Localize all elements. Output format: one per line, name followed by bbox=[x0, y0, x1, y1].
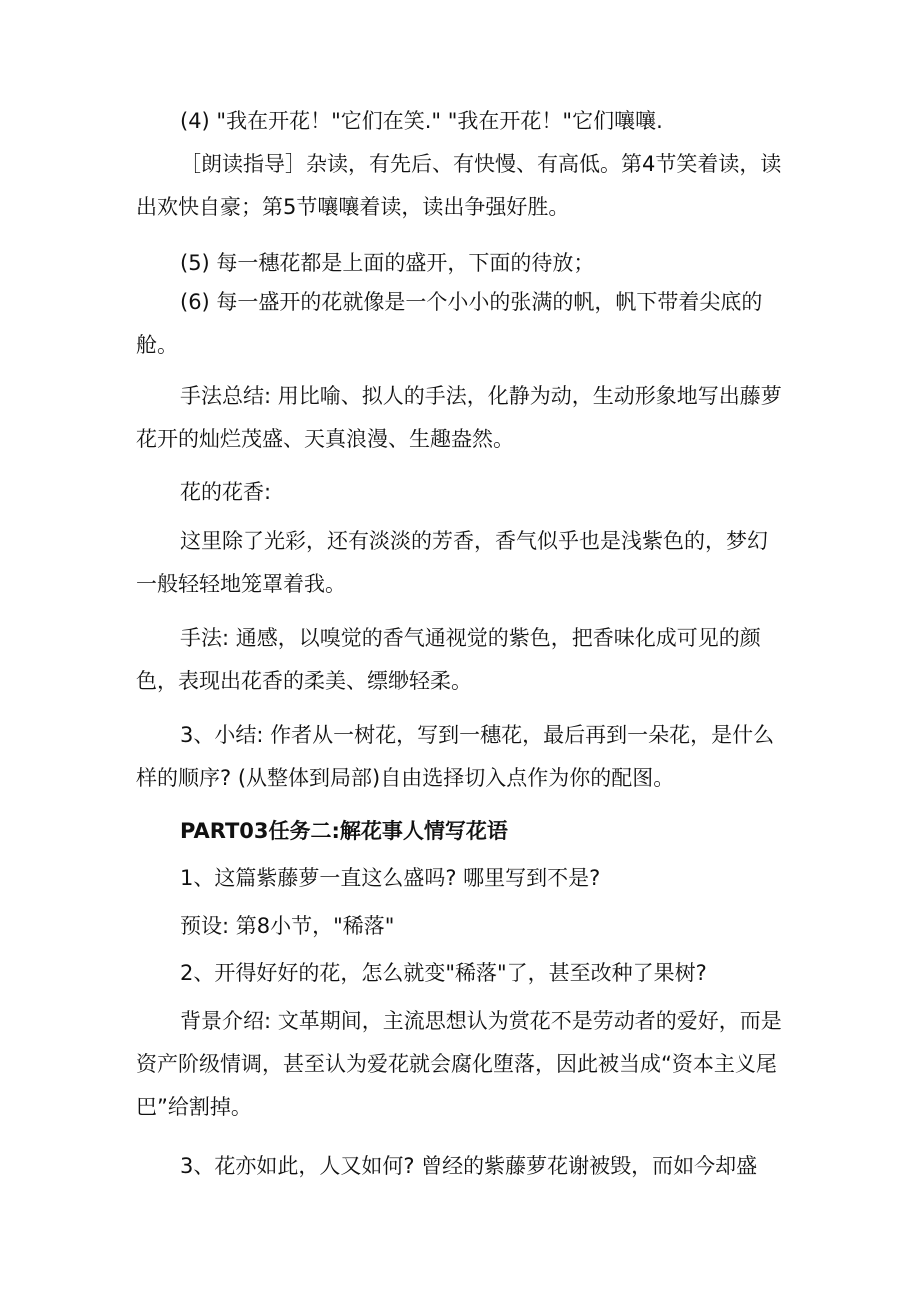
paragraph-13: 2、开得好好的花，怎么就变"稀落"了，甚至改种了果树? bbox=[180, 961, 707, 985]
paragraph-5: 手法总结: 用比喻、拟人的手法，化静为动，生动形象地写出藤萝花开的灿烂茂盛、天真浪漫、生趣盎然。 bbox=[136, 384, 782, 451]
paragraph-8: 手法: 通感，以嗅觉的香气通视觉的紫色，把香味化成可见的颜色，表现出花香的柔美、缥缈轻柔。 bbox=[136, 626, 761, 693]
paragraph-3: (5) 每一穗花都是上面的盛开，下面的待放； bbox=[180, 251, 595, 275]
paragraph-7: 这里除了光彩，还有淡淡的芳香，香气似乎也是浅紫色的，梦幻一般轻轻地笼罩着我。 bbox=[136, 529, 768, 596]
paragraph-9: 3、小结: 作者从一树花，写到一穗花，最后再到一朵花，是什么样的顺序? (从整体到局部)自由选择切入点作为你的配图。 bbox=[136, 723, 775, 790]
paragraph-12: 预设: 第8小节，"稀落" bbox=[180, 914, 395, 938]
paragraph-2: ［朗读指导］杂读，有先后、有快慢、有高低。第4节笑着读，读出欢快自豪；第5节嚷嚷着读，读出争强好胜。 bbox=[136, 152, 782, 219]
paragraph-4: (6) 每一盛开的花就像是一个小小的张满的帆，帆下带着尖底的舱。 bbox=[136, 290, 763, 357]
section-heading: PART03任务二:解花事人情写花语 bbox=[180, 819, 508, 843]
paragraph-14: 背景介绍: 文革期间，主流思想认为赏花不是劳动者的爱好，而是资产阶级情调，甚至认为爱花就会腐化堕落，因此被当成“资本主义尾巴”给割掉。 bbox=[136, 1009, 782, 1119]
paragraph-1: (4) "我在开花！"它们在笑." "我在开花！"它们嚷嚷. bbox=[180, 109, 663, 133]
paragraph-6: 花的花香: bbox=[180, 480, 272, 504]
paragraph-11: 1、这篇紫藤萝一直这么盛吗? 哪里写到不是? bbox=[180, 866, 601, 890]
paragraph-15: 3、花亦如此，人又如何? 曾经的紫藤萝花谢被毁，而如今却盛 bbox=[180, 1154, 758, 1178]
